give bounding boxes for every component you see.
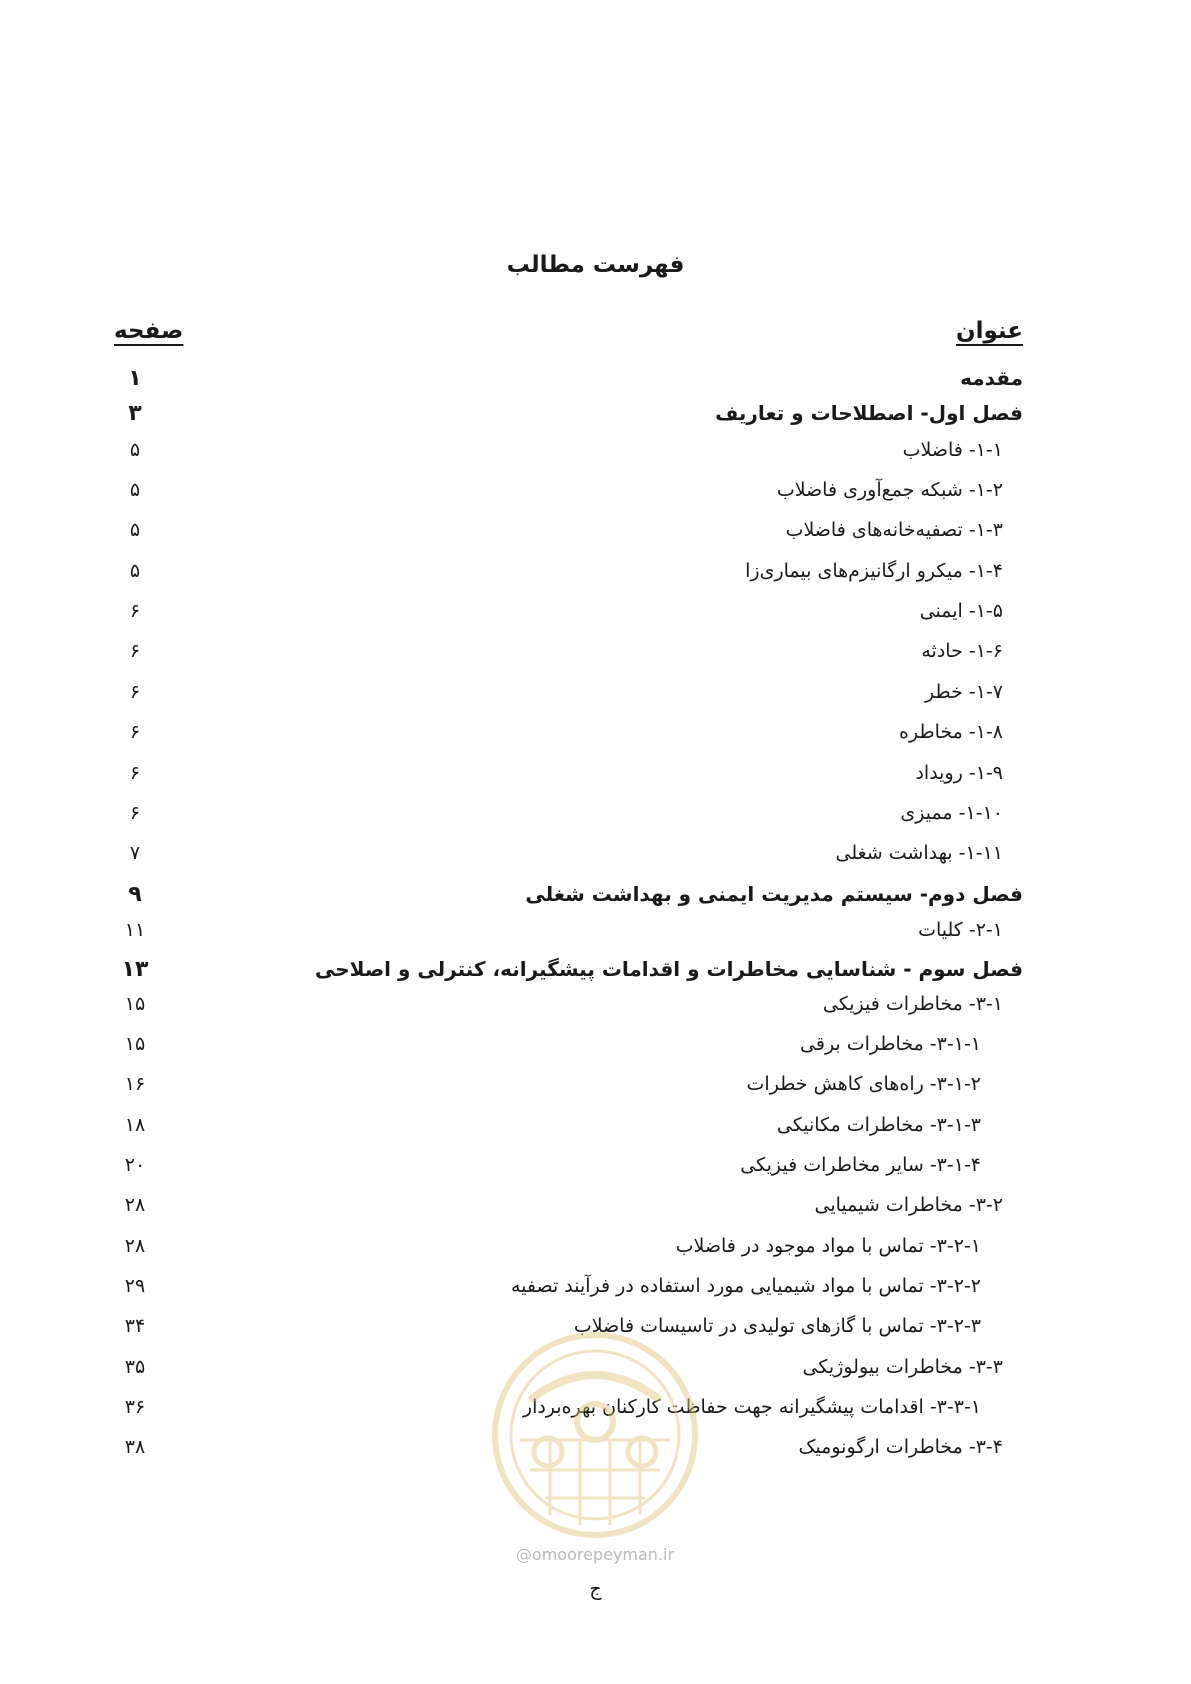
toc-entry-page: ۳: [128, 401, 142, 426]
toc-section-row: [0, 1194, 1191, 1228]
toc-entry-title: ۱-۱- فاضلاب: [902, 439, 1003, 461]
page-title: فهرست مطالب: [506, 252, 685, 278]
toc-entry-title: فصل سوم - شناسایی مخاطرات و اقدامات پیشگیرانه، کنترلی و اصلاحی: [315, 957, 1023, 981]
toc-entry-page: ۵: [129, 479, 141, 501]
toc-section-row: [0, 1073, 1191, 1107]
toc-entry-page: ۵: [129, 519, 141, 541]
toc-entry-title: ۱-۱۱- بهداشت شغلی: [835, 842, 1003, 864]
toc-entry-page: ۳۴: [124, 1315, 146, 1337]
toc-section-row: [0, 600, 1191, 634]
toc-entry-title: ۲-۱- کلیات: [918, 919, 1003, 941]
toc-entry-title: ۳-۳-۱- اقدامات پیشگیرانه جهت حفاظت کارکنان بهره‌بردار: [522, 1396, 981, 1418]
toc-section-row: [0, 439, 1191, 473]
toc-section-row: [0, 993, 1191, 1027]
toc-section-row: [0, 1235, 1191, 1269]
toc-entry-title: ۳-۱-۲- راه‌های کاهش خطرات: [746, 1073, 981, 1095]
toc-entry-page: ۳۸: [124, 1436, 146, 1458]
toc-entry-title: ۳-۱-۴- سایر مخاطرات فیزیکی: [740, 1154, 981, 1176]
toc-entry-title: ۳-۱- مخاطرات فیزیکی: [822, 993, 1003, 1015]
toc-entry-page: ۳۵: [124, 1356, 146, 1378]
toc-entry-title: ۱-۴- میکرو ارگانیزم‌های بیماری‌زا: [745, 560, 1003, 582]
toc-section-row: [0, 762, 1191, 796]
toc-entry-page: ۱۵: [124, 1033, 146, 1055]
toc-entry-page: ۳۶: [124, 1396, 146, 1418]
toc-section-row: [0, 519, 1191, 553]
toc-section-row: [0, 1154, 1191, 1188]
toc-entry-title: ۳-۴- مخاطرات ارگونومیک: [798, 1436, 1003, 1458]
toc-entry-page: ۱: [128, 366, 142, 391]
toc-entry-title: ۱-۳- تصفیه‌خانه‌های فاضلاب: [785, 519, 1003, 541]
toc-entry-page: ۶: [129, 721, 141, 743]
toc-entry-page: ۶: [129, 802, 141, 824]
toc-entry-page: ۱۸: [124, 1114, 146, 1136]
toc-entry-page: ۶: [129, 681, 141, 703]
toc-section-row: [0, 919, 1191, 953]
toc-entry-page: ۵: [129, 560, 141, 582]
toc-entry-title: ۳-۱-۳- مخاطرات مکانیکی: [776, 1114, 981, 1136]
toc-entry-page: ۱۶: [124, 1073, 146, 1095]
toc-entry-page: ۲۹: [124, 1275, 146, 1297]
toc-entry-page: ۲۰: [124, 1154, 146, 1176]
toc-entry-title: فصل اول- اصطلاحات و تعاریف: [715, 401, 1023, 425]
toc-entry-title: ۱-۸- مخاطره: [899, 721, 1003, 743]
toc-entry-page: ۲۸: [124, 1194, 146, 1216]
toc-section-row: [0, 1114, 1191, 1148]
column-header-page: صفحه: [114, 318, 184, 344]
toc-entry-page: ۶: [129, 600, 141, 622]
toc-entry-page: ۱۳: [121, 957, 149, 982]
toc-section-row: [0, 802, 1191, 836]
toc-entry-title: ۳-۱-۱- مخاطرات برقی: [800, 1033, 981, 1055]
toc-entry-page: ۲۸: [124, 1235, 146, 1257]
column-header-title: عنوان: [955, 318, 1023, 344]
toc-entry-title: ۱-۱۰- ممیزی: [900, 802, 1003, 824]
toc-entry-page: ۶: [129, 640, 141, 662]
toc-section-row: [0, 721, 1191, 755]
toc-section-row: [0, 681, 1191, 715]
toc-entry-title: ۱-۶- حادثه: [921, 640, 1003, 662]
toc-section-row: [0, 1033, 1191, 1067]
toc-entry-page: ۹: [128, 882, 142, 907]
toc-entry-title: ۱-۲- شبکه جمع‌آوری فاضلاب: [776, 479, 1003, 501]
toc-entry-page: ۶: [129, 762, 141, 784]
toc-section-row: [0, 640, 1191, 674]
toc-entry-title: ۱-۹- رویداد: [915, 762, 1003, 784]
toc-entry-title: ۱-۷- خطر: [925, 681, 1003, 703]
toc-chapter-row: [0, 366, 1191, 400]
toc-entry-page: ۵: [129, 439, 141, 461]
toc-section-row: [0, 842, 1191, 876]
toc-entry-title: ۳-۳- مخاطرات بیولوژیکی: [802, 1356, 1003, 1378]
toc-section-row: [0, 560, 1191, 594]
toc-section-row: [0, 479, 1191, 513]
toc-entry-title: ۳-۲-۳- تماس با گازهای تولیدی در تاسیسات فاضلاب: [573, 1315, 981, 1337]
toc-entry-page: ۱۱: [124, 919, 146, 941]
toc-entry-title: ۱-۵- ایمنی: [919, 600, 1003, 622]
toc-chapter-row: [0, 957, 1191, 991]
toc-entry-title: ۳-۲-۲- تماس با مواد شیمیایی مورد استفاده در فرآیند تصفیه: [510, 1275, 981, 1297]
toc-entry-page: ۷: [129, 842, 141, 864]
toc-entry-title: مقدمه: [960, 366, 1023, 390]
toc-entry-title: ۳-۲- مخاطرات شیمیایی: [814, 1194, 1003, 1216]
seal-watermark-icon: [490, 1330, 700, 1540]
toc-entry-title: ۳-۲-۱- تماس با مواد موجود در فاضلاب: [675, 1235, 981, 1257]
toc-entry-page: ۱۵: [124, 993, 146, 1015]
toc-entry-title: فصل دوم- سیستم مدیریت ایمنی و بهداشت شغلی: [525, 882, 1023, 906]
toc-chapter-row: [0, 882, 1191, 916]
toc-chapter-row: [0, 401, 1191, 435]
watermark-text: @omoorepeyman.ir: [515, 1545, 675, 1564]
toc-section-row: [0, 1275, 1191, 1309]
page-number-footer: ج: [589, 1578, 602, 1600]
